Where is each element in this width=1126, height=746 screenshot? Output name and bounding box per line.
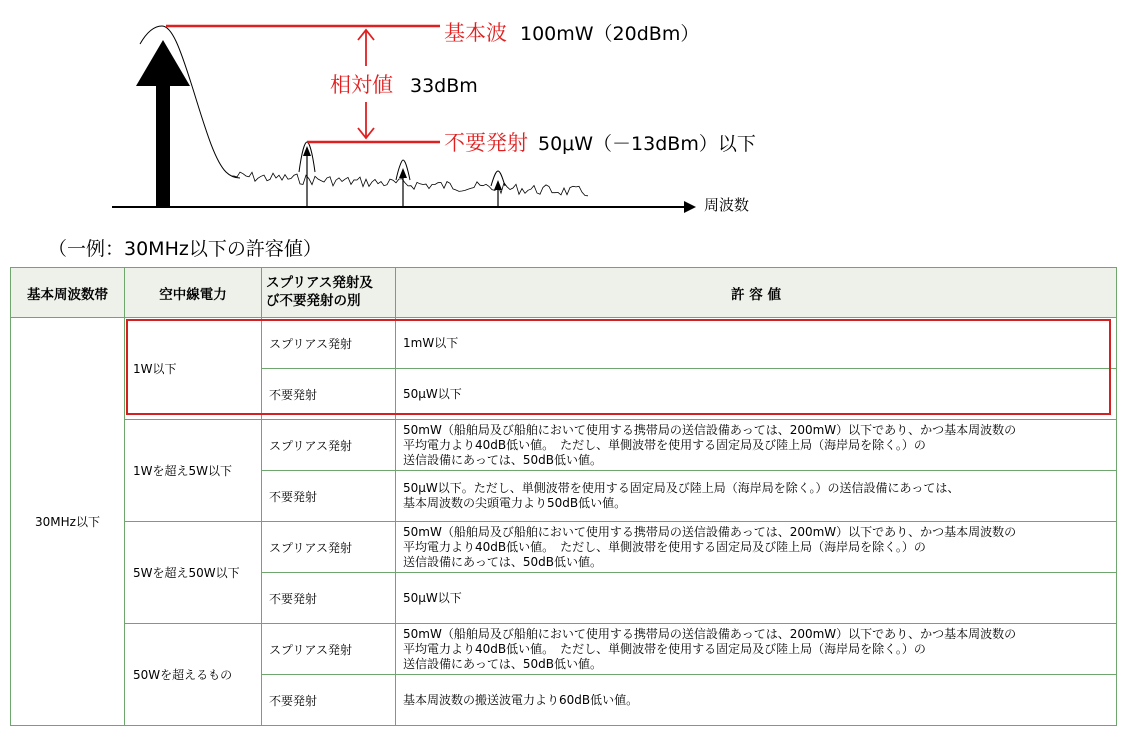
header-band: 基本周波数帯	[11, 268, 125, 318]
limit-cell: 50μW以下	[396, 573, 1117, 624]
kind-cell: 不要発射	[262, 471, 396, 522]
limit-cell: 50mW（船舶局及び船舶において使用する携帯局の送信設備あっては、200mW）以下であり、かつ基本周波数の 平均電力より40dB低い値。 ただし、単側波帯を使用する固定局及び陸上局（海岸局を除く。）の 送信設備にあっては、50dB低い値。	[396, 522, 1117, 573]
table-row	[11, 624, 1117, 675]
kind-cell: スプリアス発射	[262, 624, 396, 675]
fundamental-arrow-head	[136, 40, 190, 86]
kind-cell: 不要発射	[262, 675, 396, 726]
kind-cell: スプリアス発射	[262, 522, 396, 573]
fundamental-envelope	[140, 26, 240, 178]
relative-arrow-down	[358, 102, 374, 138]
frequency-axis-arrowhead	[684, 201, 696, 213]
unwanted-value: 50μW（－13dBm）以下	[538, 133, 756, 155]
power-cell: 50Wを超えるもの	[125, 624, 262, 726]
header-limit: 許 容 値	[396, 268, 1117, 318]
limit-cell: 50mW（船舶局及び船舶において使用する携帯局の送信設備あっては、200mW）以下であり、かつ基本周波数の 平均電力より40dB低い値。 ただし、単側波帯を使用する固定局及び陸上局（海岸局を除く。）の 送信設備にあっては、50dB低い値。	[396, 624, 1117, 675]
fundamental-label: 基本波	[444, 21, 507, 45]
relative-label: 相対値	[330, 73, 393, 97]
table-row	[11, 420, 1117, 471]
table-row	[11, 522, 1117, 573]
kind-cell: 不要発射	[262, 369, 396, 420]
kind-cell: スプリアス発射	[262, 318, 396, 369]
header-power: 空中線電力	[125, 268, 262, 318]
highlight-box	[126, 319, 1111, 415]
kind-cell: 不要発射	[262, 573, 396, 624]
power-cell: 5Wを超え50W以下	[125, 522, 262, 624]
limit-cell: 基本周波数の搬送波電力より60dB低い値。	[396, 675, 1117, 726]
power-cell: 1Wを超え5W以下	[125, 420, 262, 522]
unwanted-label: 不要発射	[444, 131, 528, 155]
power-cell: 1W以下	[125, 318, 262, 420]
limit-cell: 1mW以下	[396, 318, 1117, 369]
header-emission-kind: スプリアス発射及 び不要発射の別	[262, 268, 396, 318]
spurious-peak	[299, 142, 315, 207]
table-header-row	[11, 268, 1117, 318]
caption: （一例：30MHz以下の許容値）	[48, 238, 322, 260]
fundamental-arrow-shaft	[156, 80, 170, 207]
band-cell: 30MHz以下	[11, 318, 125, 726]
kind-cell: スプリアス発射	[262, 420, 396, 471]
spurious-peak	[491, 171, 505, 207]
limit-cell: 50μW以下	[396, 369, 1117, 420]
relative-arrow-up	[358, 30, 374, 66]
fundamental-value: 100mW（20dBm）	[520, 23, 700, 45]
limit-cell: 50mW（船舶局及び船舶において使用する携帯局の送信設備あっては、200mW）以下であり、かつ基本周波数の 平均電力より40dB低い値。 ただし、単側波帯を使用する固定局及び陸上局（海岸局を除く。）の 送信設備にあっては、50dB低い値。	[396, 420, 1117, 471]
x-axis-label: 周波数	[704, 196, 750, 214]
spectrum-diagram	[0, 0, 1126, 230]
spurious-peak	[396, 160, 410, 207]
limit-cell: 50μW以下。ただし、単側波帯を使用する固定局及び陸上局（海岸局を除く。）の送信設備にあっては、 基本周波数の尖頭電力より50dB低い値。	[396, 471, 1117, 522]
noise-floor	[232, 172, 588, 196]
relative-value: 33dBm	[410, 75, 478, 97]
